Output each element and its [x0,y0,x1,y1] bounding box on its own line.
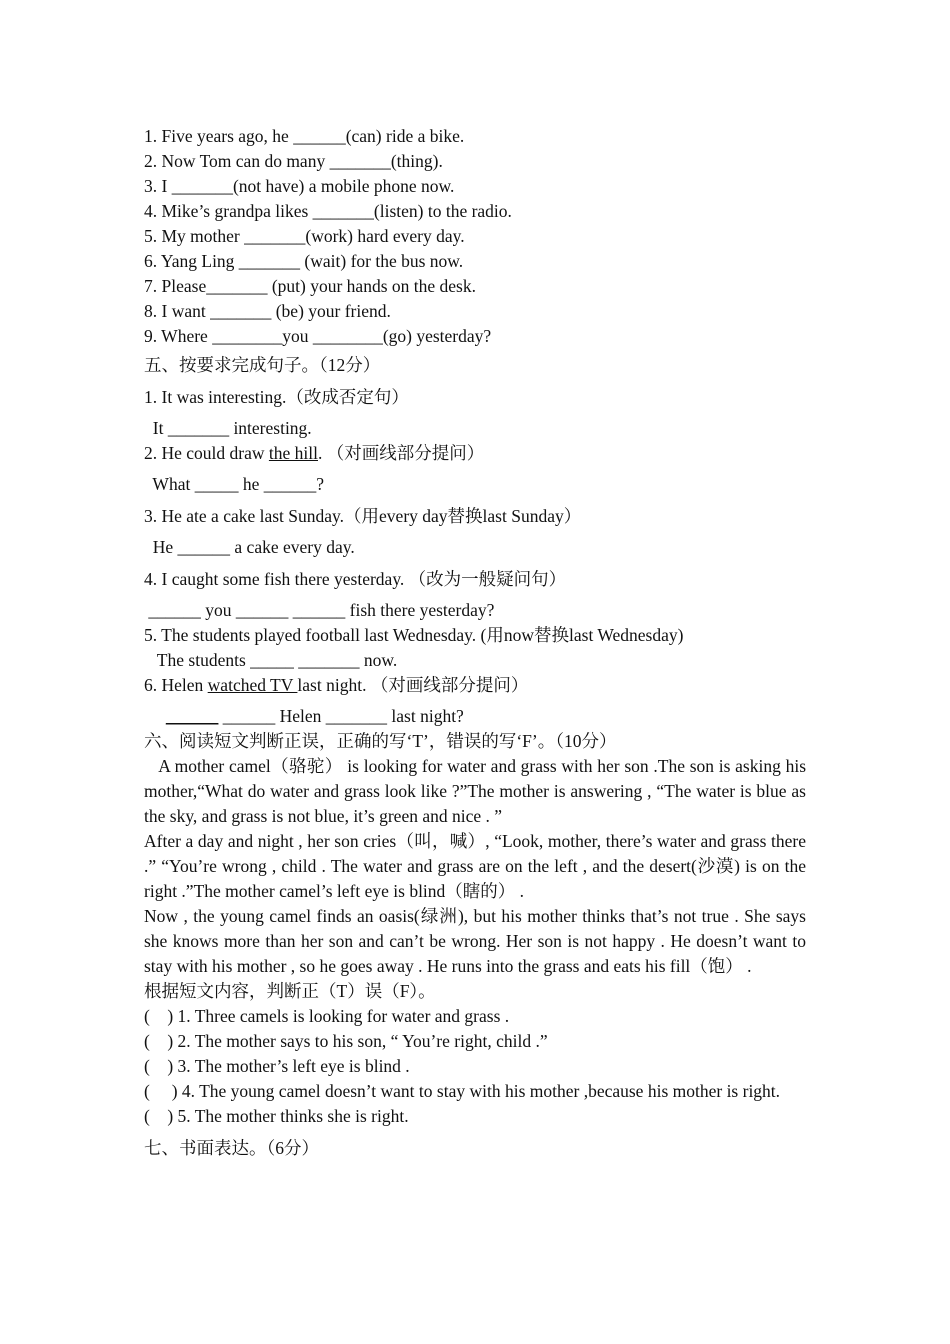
fill-item-3: 3. I _______(not have) a mobile phone now. [144,176,455,196]
true-false-item-4: ( ) 4. The young camel doesn’t want to stay with his mother ,because his mother is right. [144,1081,781,1101]
section-7-heading: 七、书面表达。（6分） [144,1138,319,1158]
rewrite-q6-answer: ______ ______ Helen _______ last night? [165,706,464,726]
fill-item-6: 6. Yang Ling _______ (wait) for the bus now. [144,251,464,271]
rewrite-q1-answer: It _______ interesting. [144,418,312,438]
true-false-item-1: ( ) 1. Three camels is looking for water and grass . [144,1006,510,1026]
section-6 [144,729,811,1129]
reading-paragraph-3: Now , the young camel finds an oasis(绿洲), but his mother thinks that’s not true . She says she knows more than her son and can’t be wrong. Her son is not happy . He doesn’t want to stay with his mother , so he goes away . He runs into the grass and eats his fill（饱） . [144,906,806,976]
worksheet-page [144,124,811,1161]
rewrite-q4: 4. I caught some fish there yesterday. （改为一般疑问句） [144,569,567,589]
rewrite-q1: 1. It was interesting.（改成否定句） [144,387,409,407]
rewrite-q6 [144,673,806,698]
rewrite-q6-post: last night. （对画线部分提问） [297,675,529,695]
true-false-item-2: ( ) 2. The mother says to his son, “ You’re right, child .” [144,1031,548,1051]
rewrite-q2-pre: 2. He could draw [144,443,269,463]
rewrite-q2-underlined: the hill [268,443,318,463]
rewrite-q3: 3. He ate a cake last Sunday.（用every day替换last Sunday） [144,506,582,526]
fill-item-9: 9. Where ________you ________(go) yesterday? [144,326,492,346]
rewrite-q5-answer: The students _____ _______ now. [144,650,398,670]
rewrite-q2-answer: What _____ he ______? [144,474,324,494]
fill-item-4: 4. Mike’s grandpa likes _______(listen) to the radio. [144,201,512,221]
fill-item-7: 7. Please_______ (put) your hands on the desk. [144,276,476,296]
rewrite-q6-answer-underlined: ______ [165,706,219,726]
rewrite-q6-underlined: watched TV [207,675,298,695]
fill-item-8: 8. I want _______ (be) your friend. [144,301,391,321]
true-false-item-5: ( ) 5. The mother thinks she is right. [144,1106,409,1126]
rewrite-q2 [144,441,806,466]
fill-item-1: 1. Five years ago, he ______(can) ride a bike. [144,126,465,146]
section-7 [144,1136,806,1161]
fill-item-5: 5. My mother _______(work) hard every day. [144,226,465,246]
rewrite-q4-answer: ______ you ______ ______ fish there yesterday? [144,600,495,620]
reading-paragraph-1: A mother camel（骆驼） is looking for water and grass with her son .The son is asking his mother,“What do water and grass look like ?”The mother is answering , “The water is blue as the sky, and grass is not blue, it’s green and nice . ” [144,756,811,826]
rewrite-q3-answer: He ______ a cake every day. [144,537,355,557]
rewrite-q6-pre: 6. Helen [144,675,208,695]
reading-paragraph-2: After a day and night , her son cries（叫，喊）, “Look, mother, there’s water and grass there .” “You’re wrong , child . The water and grass are on the left , and the desert(沙漠) is on the right .”The mother camel’s left eye is blind（瞎的） . [144,831,806,901]
section-5-heading: 五、按要求完成句子。（12分） [144,355,381,375]
fill-item-2: 2. Now Tom can do many _______(thing). [144,151,443,171]
section-5 [144,353,806,729]
rewrite-q2-post: . （对画线部分提问） [318,443,485,463]
section-6-heading: 六、阅读短文判断正误，正确的写‘T’，错误的写‘F’。（10分） [144,731,617,751]
rewrite-q5: 5. The students played football last Wednesday. (用now替换last Wednesday) [144,625,684,645]
true-false-instruction: 根据短文内容，判断正（T）误（F）。 [144,981,436,1001]
true-false-item-3: ( ) 3. The mother’s left eye is blind . [144,1056,410,1076]
fill-in-verb-form-list [144,124,806,349]
